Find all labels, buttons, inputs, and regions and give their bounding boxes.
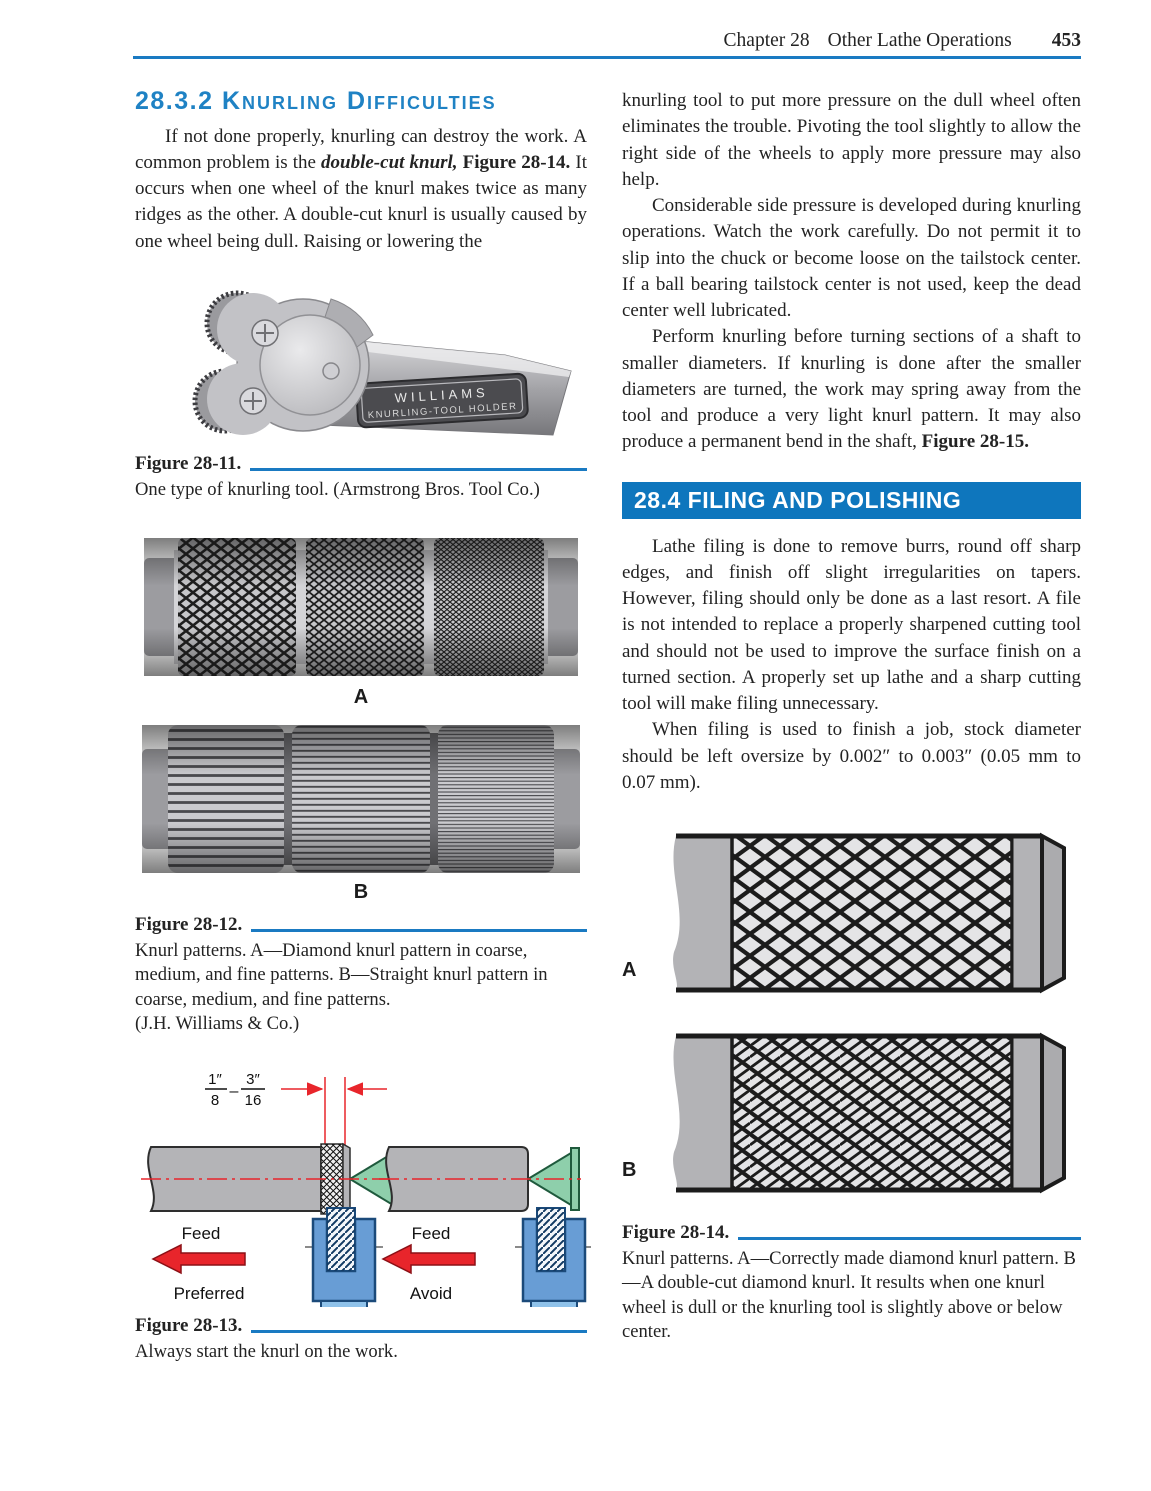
feed-label-left: Feed: [181, 1224, 221, 1243]
correct-diamond-knurl-drawing: [660, 824, 1072, 1002]
paragraph-when-filing: When filing is used to finish a job, stock diameter should be left oversize by 0.002″ to 0.003″ (0.05 mm to 0.07 mm).: [622, 719, 1081, 793]
figure-14-label-a: A: [622, 959, 637, 981]
diamond-knurl-photo: [144, 532, 578, 682]
section-title: Knurling Difficulties: [221, 87, 497, 115]
figure-14-rule: [738, 1237, 1081, 1240]
dim-separator: –: [229, 1083, 239, 1100]
figure-13-label: Figure 28-13.: [135, 1315, 243, 1336]
figure-13-rule: [251, 1330, 587, 1333]
figure-12-label-b: B: [353, 881, 369, 904]
paragraph-side-pressure: Considerable side pressure is developed during knurling operations. Watch the work carefully. Do not permit it to slip into the chuck or become loose on the tailstock center. If a ball bearing tailstock center is not used, keep the dead center well lubricated.: [622, 195, 1081, 321]
page-number: 453: [1051, 30, 1081, 51]
left-column: [135, 88, 587, 1364]
avoid-label: Avoid: [409, 1284, 453, 1303]
dim-denominator-2: 16: [244, 1092, 262, 1109]
dim-numerator-2: 3″: [246, 1071, 260, 1088]
feed-label-right: Feed: [411, 1224, 451, 1243]
figure-14-label: Figure 28-14.: [622, 1222, 730, 1243]
figure-28-13: [135, 1051, 587, 1364]
chapter-title: Other Lathe Operations: [827, 30, 1012, 51]
figure-12-rule: [251, 929, 587, 932]
dim-denominator-1: 8: [210, 1092, 220, 1109]
header-rule: [133, 56, 1081, 59]
right-column: [622, 88, 1081, 1345]
knurling-tool-image: [145, 273, 575, 445]
knurl-start-diagram: [135, 1051, 595, 1307]
chapter-label: Chapter 28: [723, 30, 810, 51]
feed-arrow-right: [383, 1245, 475, 1273]
preferred-drawing: [141, 1071, 403, 1307]
plate-brand-text: WILLIAMS: [394, 384, 490, 406]
section-heading-28-4: 28.4 FILING AND POLISHING: [622, 482, 1081, 519]
running-header: [133, 30, 1081, 52]
section-number: 28.3.2: [135, 87, 214, 115]
figure-14-label-b: B: [622, 1159, 637, 1181]
preferred-label: Preferred: [173, 1284, 245, 1303]
avoid-drawing: [379, 1147, 591, 1307]
figure-28-14: [622, 824, 1081, 1345]
figure-13-caption: Always start the knurl on the work.: [135, 1340, 398, 1362]
feed-arrow-left: [153, 1245, 245, 1273]
figure-11-rule: [250, 468, 587, 471]
figure-14-caption: Knurl patterns. A—Correctly made diamond knurl pattern. B—A double-cut diamond knurl. It results when one knurl wheel is dull or the knurling tool is slightly above or below center.: [622, 1247, 1076, 1343]
figure-12-label-a: A: [353, 686, 369, 709]
paragraph-lathe-filing: Lathe filing is done to remove burrs, round off sharp edges, and finish off slight irregularities on tapers. However, filing should only be done as a last resort. A file is not intended to replace a properly sharpened cutting tool and should not be used to improve the surface finish on a turned section. A properly set up lathe and a sharp cutting tool will make filing unnecessary.: [622, 535, 1081, 714]
figure-12-label: Figure 28-12.: [135, 914, 243, 936]
dim-numerator-1: 1″: [208, 1071, 222, 1088]
section-heading-28-3-2: [135, 88, 587, 116]
screw-lower: [240, 388, 266, 414]
figure-12-credit: (J.H. Williams & Co.): [135, 1013, 300, 1035]
double-cut-knurl-drawing: [660, 1024, 1072, 1202]
tool-name-plate: [356, 373, 528, 427]
paragraph-continuation: knurling tool to put more pressure on the dull wheel often eliminates the trouble. Pivoting the tool slightly to allow the right side of the wheels to apply more pressure may also help.: [622, 90, 1081, 190]
figure-11-caption: One type of knurling tool. (Armstrong Bros. Tool Co.): [135, 478, 540, 500]
figure-12-caption: Knurl patterns. A—Diamond knurl pattern in coarse, medium, and fine patterns. B—Straight knurl pattern in coarse, medium, and fine patterns.: [135, 939, 548, 1010]
figure-11-label: Figure 28-11.: [135, 452, 242, 474]
straight-knurl-photo: [142, 719, 580, 877]
plate-type-text: KNURLING-TOOL HOLDER: [367, 400, 518, 421]
paragraph-perform-knurling: Perform knurling before turning sections of a shaft to smaller diameters. If knurling is done after the smaller diameters are turned, the work may spring away from the tool and produce a very light knurl pattern. It may also produce a permanent bend in the shaft, Figure 28-15.: [622, 326, 1081, 453]
paragraph-intro: If not done properly, knurling can destroy the work. A common problem is the double-cut knurl, Figure 28-14. It occurs when one wheel of the knurl makes twice as many ridges as the other. A double-cut knurl is usually caused by one wheel being dull. Raising or lowering the: [135, 125, 587, 252]
figure-28-12: [135, 532, 587, 1037]
screw-upper: [252, 320, 278, 346]
figure-28-11: [135, 273, 587, 502]
